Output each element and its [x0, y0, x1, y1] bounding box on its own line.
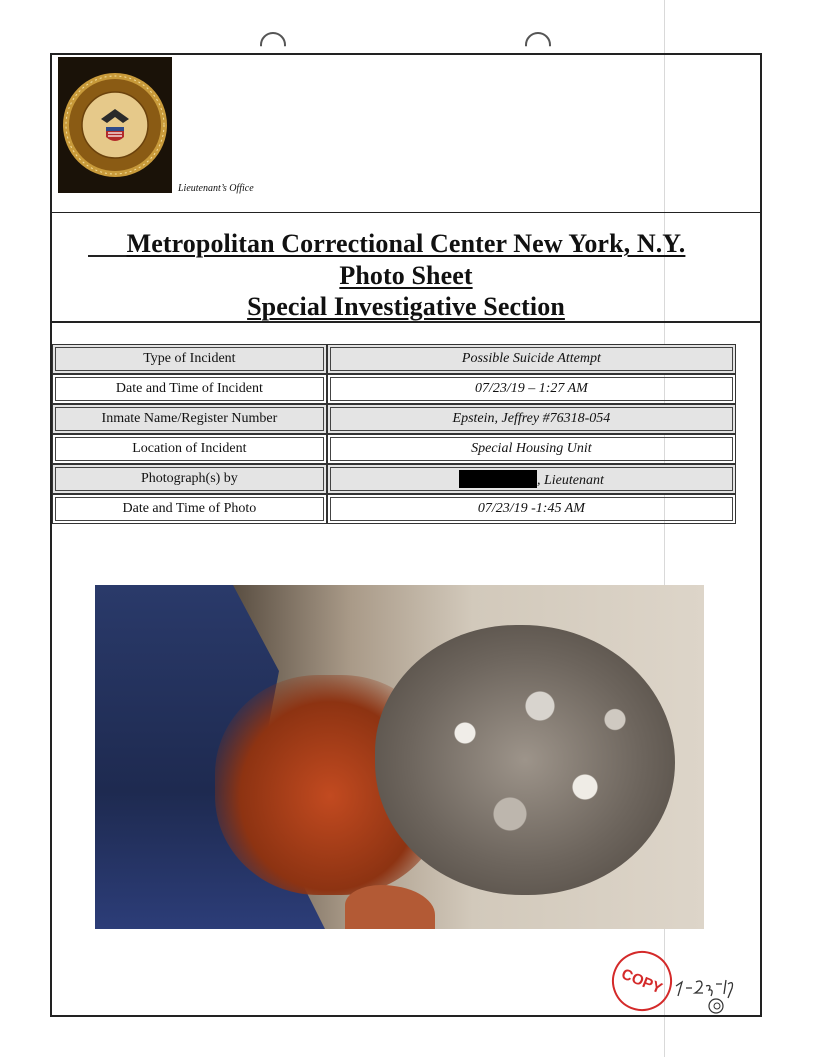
- row-label: Type of Incident: [52, 344, 327, 374]
- row-label: Location of Incident: [52, 434, 327, 464]
- row-value: 07/23/19 -1:45 AM: [327, 494, 736, 524]
- table-row: [52, 404, 736, 434]
- copy-stamp-text: COPY: [619, 965, 665, 997]
- facility-title: Metropolitan Correctional Center New York, N.Y.: [126, 229, 686, 258]
- title-area: [52, 213, 760, 323]
- incident-photo: [95, 585, 704, 929]
- row-label: Inmate Name/Register Number: [52, 404, 327, 434]
- row-value: 07/23/19 – 1:27 AM: [327, 374, 736, 404]
- photo-hand: [345, 885, 435, 929]
- bop-seal-logo: [58, 57, 172, 193]
- table-row: [52, 494, 736, 524]
- photographer-title: , Lieutenant: [536, 472, 604, 488]
- redaction-bar: [459, 470, 537, 488]
- row-label: Date and Time of Incident: [52, 374, 327, 404]
- table-row: [52, 434, 736, 464]
- table-row: [52, 344, 736, 374]
- handwritten-initials: [672, 972, 742, 1016]
- section-title: Special Investigative Section: [247, 292, 565, 321]
- row-value: Epstein, Jeffrey #76318-054: [327, 404, 736, 434]
- table-row: [52, 464, 736, 494]
- row-label: Date and Time of Photo: [52, 494, 327, 524]
- photo-hair: [375, 625, 675, 895]
- header-area: [52, 55, 760, 213]
- sheet-title: Photo Sheet: [339, 261, 473, 290]
- row-value: Possible Suicide Attempt: [327, 344, 736, 374]
- table-row: [52, 374, 736, 404]
- row-value-photographer: [327, 464, 736, 494]
- incident-info-table: [52, 344, 736, 524]
- office-label: Lieutenant’s Office: [178, 183, 254, 194]
- seal-icon: [61, 71, 169, 179]
- row-value: Special Housing Unit: [327, 434, 736, 464]
- row-label: Photograph(s) by: [52, 464, 327, 494]
